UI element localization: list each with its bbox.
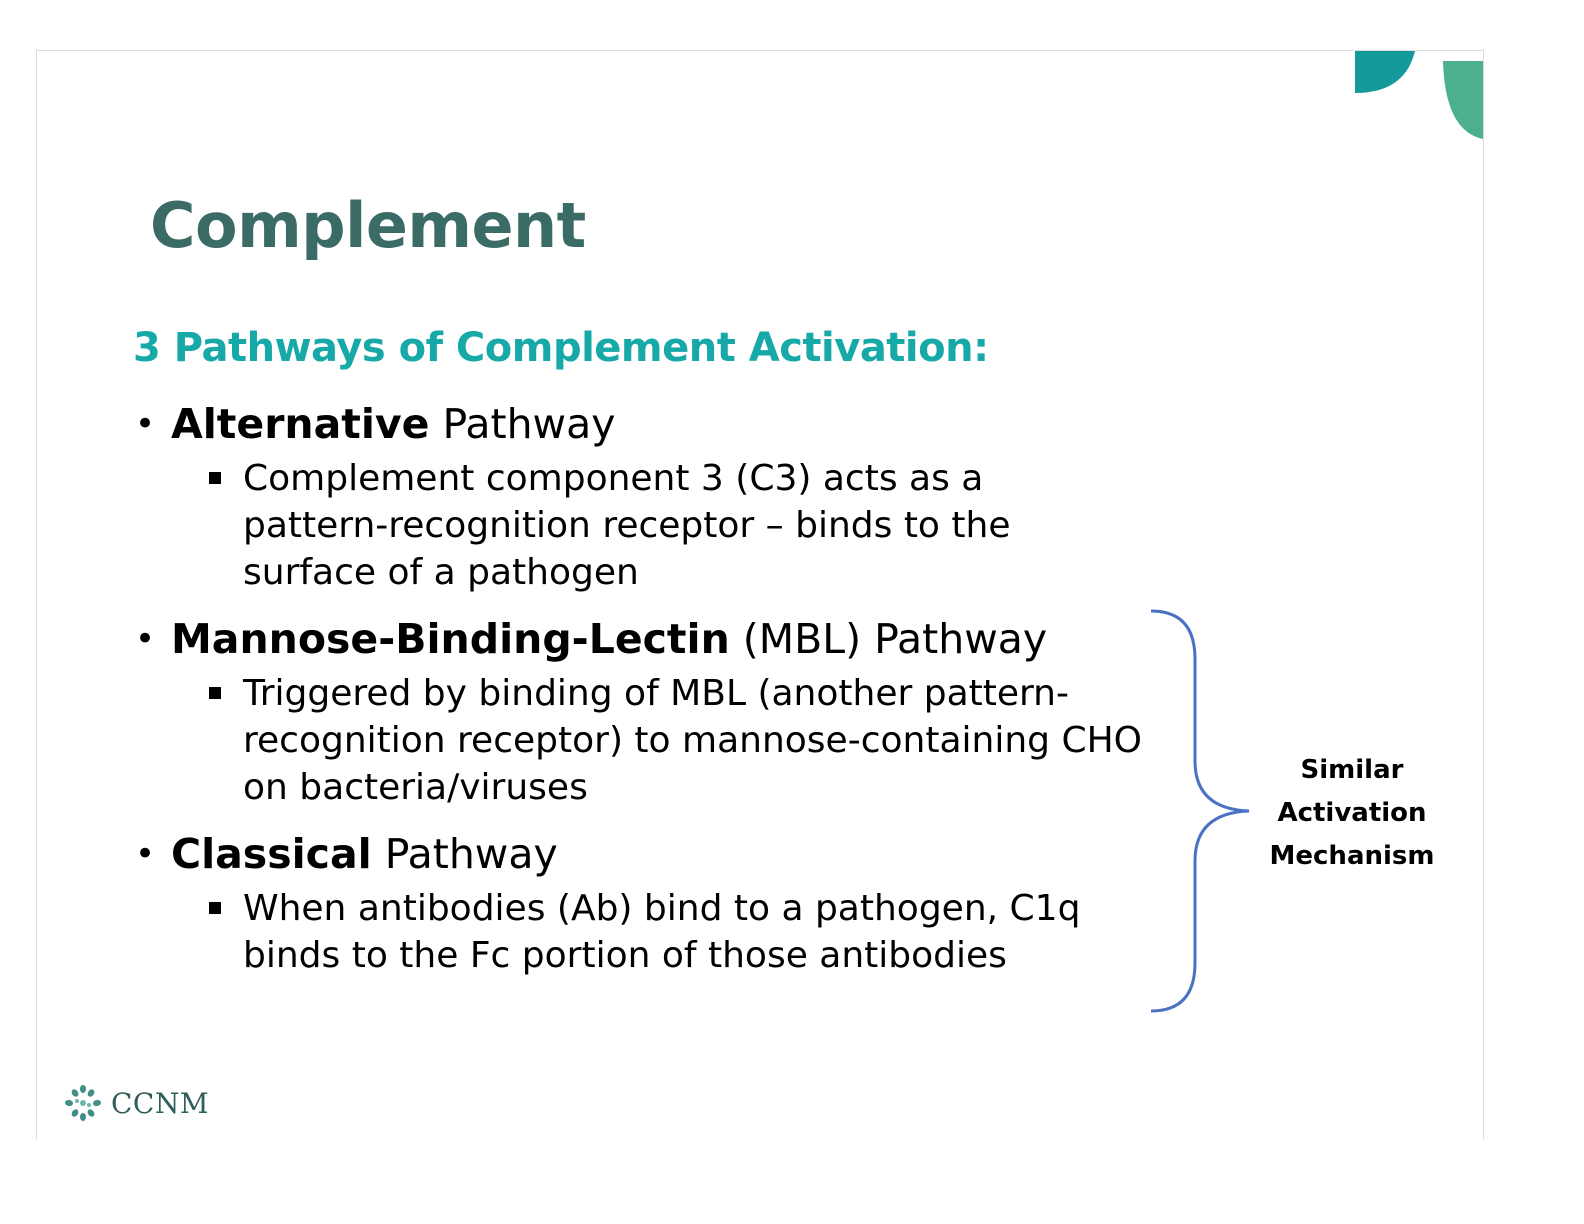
logo-text: CCNM [111,1086,210,1120]
pathway-description-text: Complement component 3 (C3) acts as a pattern-recognition receptor – binds to the surface of a pathogen [243,458,1011,593]
pathway-suffix: Pathway [371,830,558,878]
pathway-suffix: (MBL) Pathway [729,615,1048,663]
corner-decoration-icon [1353,51,1483,141]
pathway-description-text: Triggered by binding of MBL (another pattern-recognition receptor) to mannose-containing CHO on bacteria/viruses [243,673,1142,808]
brace-label [1242,749,1462,878]
pathway-description [133,670,1163,811]
bullet-icon: • [135,619,156,659]
ccnm-logo [61,1081,209,1125]
pathway-alternative [133,399,1163,596]
corner-teal-shape [1355,51,1415,93]
brace-label-line: Activation [1277,798,1427,828]
pathway-suffix: Pathway [429,400,616,448]
brace-label-line: Similar [1300,755,1404,785]
pathway-list [133,399,1163,997]
pathway-heading [133,614,1163,664]
square-bullet-icon [209,472,221,484]
pathway-heading [133,829,1163,879]
pathway-description [133,455,1123,596]
pathway-name: Classical [171,830,372,878]
leaf-cluster-icon [61,1083,105,1123]
square-bullet-icon [209,902,221,914]
pathway-name: Mannose-Binding-Lectin [171,615,730,663]
slide-subtitle: 3 Pathways of Complement Activation: [133,325,989,371]
pathway-description-text: When antibodies (Ab) bind to a pathogen, C1q binds to the Fc portion of those antibodies [243,888,1081,976]
pathway-heading [133,399,1163,449]
brace-label-line: Mechanism [1269,841,1435,871]
slide-title: Complement [150,189,586,262]
pathway-name: Alternative [171,400,430,448]
square-bullet-icon [209,687,221,699]
pathway-mbl [133,614,1163,811]
corner-green-shape [1443,61,1483,139]
pathway-description [133,885,1173,979]
pathway-classical [133,829,1163,979]
curly-brace-icon [1147,609,1257,1013]
bullet-icon: • [135,404,156,444]
slide [36,50,1484,1140]
bullet-icon: • [135,834,156,874]
